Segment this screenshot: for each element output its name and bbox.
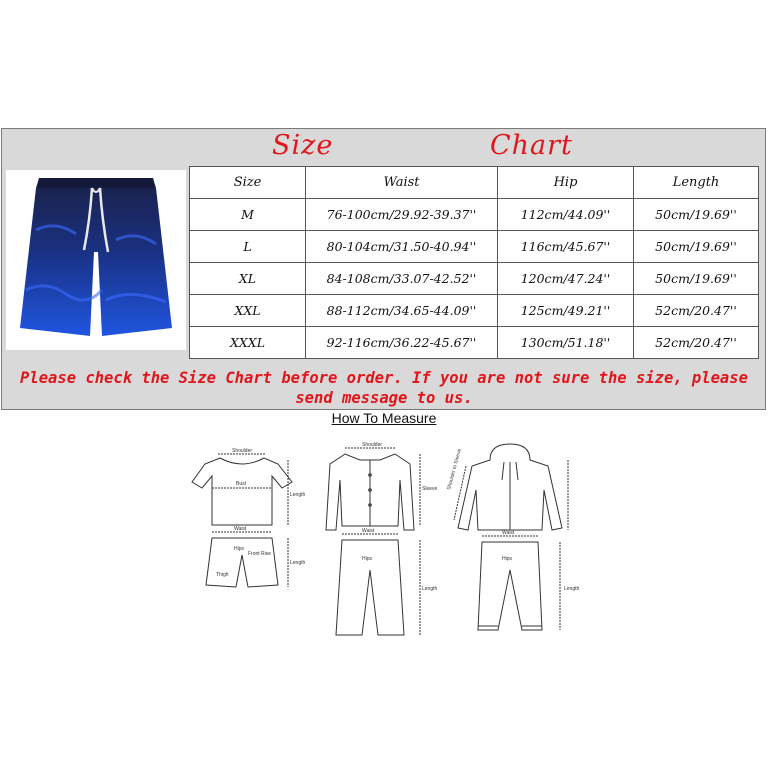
label-waist-2: Waist [362, 528, 375, 534]
table-row [190, 295, 759, 327]
how-to-measure-title: How To Measure [331, 410, 437, 426]
cell-hip: 116cm/45.67'' [498, 231, 634, 263]
label-length-2: Length [290, 560, 306, 566]
cell-length: 50cm/19.69'' [634, 263, 759, 295]
label-hips-1: Hips [234, 546, 245, 552]
cell-hip: 125cm/49.21'' [498, 295, 634, 327]
header-length: Length [634, 167, 759, 199]
measurement-diagram [170, 430, 600, 650]
how-to-measure-heading [0, 410, 768, 426]
label-front-rise: Front Rise [248, 551, 272, 557]
hoodie-outline [454, 444, 568, 530]
label-length-1: Length [290, 492, 306, 498]
cell-waist: 88-112cm/34.65-44.09'' [306, 295, 498, 327]
label-bust-1: Bust [236, 481, 247, 487]
cell-size: XL [190, 263, 306, 295]
cell-size: XXXL [190, 327, 306, 359]
cell-waist: 80-104cm/31.50-40.94'' [306, 231, 498, 263]
label-shoulder-1: Shoulder [232, 448, 253, 454]
cell-length: 50cm/19.69'' [634, 231, 759, 263]
table-row [190, 199, 759, 231]
cell-waist: 76-100cm/29.92-39.37'' [306, 199, 498, 231]
cell-length: 50cm/19.69'' [634, 199, 759, 231]
header-waist: Waist [306, 167, 498, 199]
table-row [190, 327, 759, 359]
table-row [190, 263, 759, 295]
shirt-outline [326, 448, 420, 530]
title-chart-word: Chart [490, 130, 573, 161]
size-table [189, 166, 759, 359]
cell-length: 52cm/20.47'' [634, 295, 759, 327]
label-waist-1: Waist [234, 526, 247, 532]
shorts-product-image [6, 170, 186, 350]
size-chart-title [190, 130, 756, 166]
label-length-4: Length [564, 586, 580, 592]
label-sleeve: Sleeve [422, 486, 438, 492]
cell-size: L [190, 231, 306, 263]
cell-waist: 84-108cm/33.07-42.52'' [306, 263, 498, 295]
header-hip: Hip [498, 167, 634, 199]
pants-outline [336, 534, 420, 635]
label-waist-3: Waist [502, 530, 515, 536]
title-size-word: Size [272, 130, 334, 161]
cell-hip: 130cm/51.18'' [498, 327, 634, 359]
header-size: Size [190, 167, 306, 199]
size-notice [8, 368, 760, 408]
shorts-outline [206, 532, 288, 587]
size-notice-line-1: Please check the Size Chart before order. If you are not sure the size, please [20, 369, 748, 387]
joggers-outline [478, 536, 560, 630]
label-shoulder-2: Shoulder [362, 442, 383, 448]
cell-waist: 92-116cm/36.22-45.67'' [306, 327, 498, 359]
label-shoulder-to-sleeve: Shoulder to Sleeve [446, 448, 463, 491]
cell-size: M [190, 199, 306, 231]
cell-size: XXL [190, 295, 306, 327]
cell-hip: 120cm/47.24'' [498, 263, 634, 295]
label-hips-3: Hips [502, 556, 513, 562]
cell-length: 52cm/20.47'' [634, 327, 759, 359]
table-row [190, 231, 759, 263]
label-hips-2: Hips [362, 556, 373, 562]
label-length-3: Length [422, 586, 438, 592]
table-header-row [190, 167, 759, 199]
tshirt-outline [192, 454, 292, 525]
cell-hip: 112cm/44.09'' [498, 199, 634, 231]
size-notice-line-2: send message to us. [295, 389, 473, 407]
label-thigh: Thigh [216, 572, 229, 578]
